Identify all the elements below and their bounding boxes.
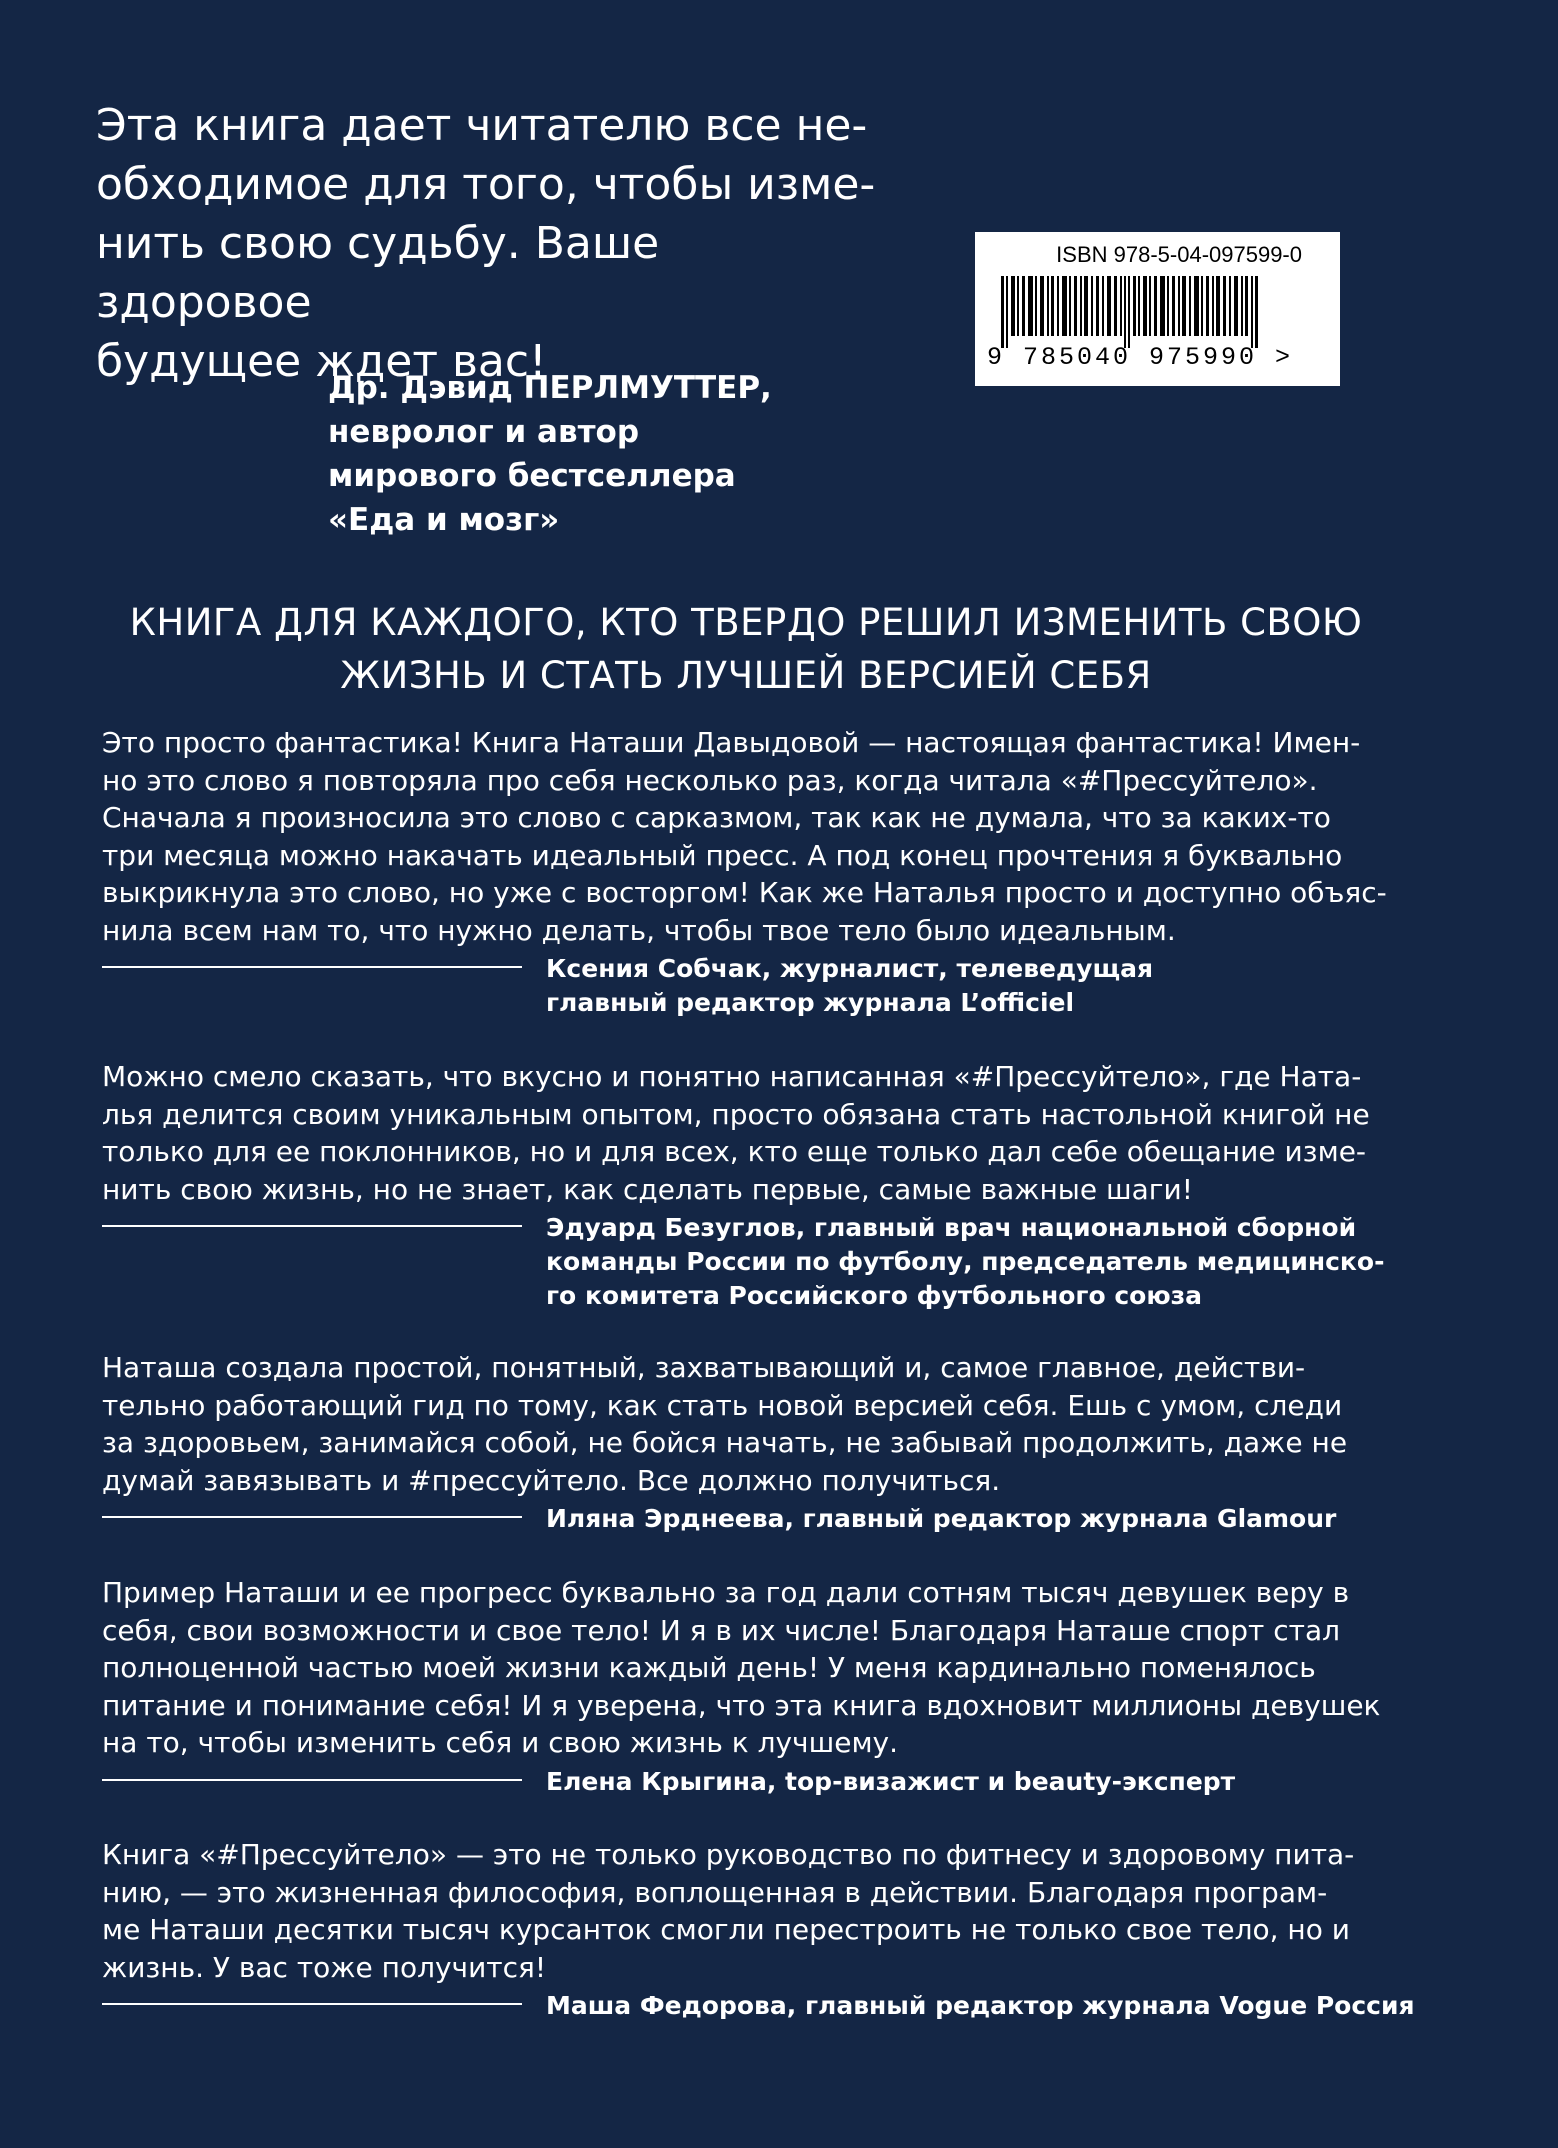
review-author-line: Иляна Эрднеева, главный редактор журнала Glamour: [546, 1504, 1337, 1533]
signature-rule: [102, 966, 522, 968]
review-text-line: нию, — это жизненная философия, воплощенная в действии. Благодаря програм-: [102, 1875, 1328, 1909]
review-author: [546, 1502, 1342, 1536]
review-text-line: Книга «#Прессуйтело» — это не только руководство по фитнесу и здоровому пита-: [102, 1838, 1355, 1871]
review: [102, 1836, 1415, 2023]
intro-quote-line: обходимое для того, чтобы изме-: [96, 159, 876, 210]
review-text: [102, 1836, 1355, 1986]
review-signature: [102, 952, 1342, 1020]
review-text-line: жизнь. У вас тоже получится!: [102, 1950, 547, 1984]
review-author-line: команды России по футболу, председатель медицинско-: [546, 1247, 1385, 1276]
review: [102, 1058, 1385, 1313]
review-author: [546, 1765, 1342, 1799]
headline-line: ЖИЗНЬ И СТАТЬ ЛУЧШЕЙ ВЕРСИЕЙ СЕБЯ: [340, 654, 1152, 697]
review-text: [102, 1574, 1381, 1762]
review-signature: [102, 1989, 1415, 2023]
intro-author-line: Др. Дэвид ПЕРЛМУТТЕР,: [328, 370, 772, 406]
review-author: [546, 1989, 1415, 2023]
review-author-line: Эдуард Безуглов, главный врач национальной сборной: [546, 1213, 1357, 1242]
review-signature: [102, 1502, 1342, 1536]
review-text-line: Наташа создала простой, понятный, захватывающий и, самое главное, действи-: [102, 1351, 1306, 1384]
intro-quote-line: Эта книга дает читателю все не-: [96, 100, 868, 151]
isbn-digits: 9 785040 975990 >: [987, 343, 1294, 372]
review-text-line: но это слово я повторяла про себя несколько раз, когда читала «#Прессуйтело».: [102, 763, 1318, 797]
review-text-line: думай завязывать и #прессуйтело. Все должно получиться.: [102, 1463, 1001, 1497]
review-text-line: ме Наташи десятки тысяч курсанток смогли перестроить не только свое тело, но и: [102, 1913, 1350, 1946]
review-text-line: Это просто фантастика! Книга Наташи Давыдовой — настоящая фантастика! Имен-: [102, 726, 1361, 759]
review-text-line: Пример Наташи и ее прогресс буквально за год дали сотням тысяч девушек веру в: [102, 1576, 1350, 1609]
review-text-line: за здоровьем, занимайся собой, не бойся начать, не забывай продолжить, даже не: [102, 1426, 1348, 1459]
signature-rule: [102, 2003, 522, 2005]
review-text: [102, 724, 1387, 949]
review-text-line: на то, чтобы изменить себя и свою жизнь к лучшему.: [102, 1726, 899, 1759]
review-text-line: три месяца можно накачать идеальный пресс. А под конец прочтения я буквально: [102, 838, 1343, 872]
review-text-line: выкрикнула это слово, но уже с восторгом! Как же Наталья просто и доступно объяс-: [102, 876, 1387, 909]
signature-rule: [102, 1516, 522, 1518]
isbn-label: ISBN 978-5-04-097599-0: [1056, 242, 1302, 267]
review-text-line: Сначала я произносила это слово с сарказмом, так как не думала, что за каких-то: [102, 801, 1331, 834]
review-text-line: тельно работающий гид по тому, как стать новой версией себя. Ешь с умом, следи: [102, 1388, 1343, 1422]
headline-line: КНИГА ДЛЯ КАЖДОГО, КТО ТВЕРДО РЕШИЛ ИЗМЕНИТЬ СВОЮ: [129, 601, 1363, 644]
headline: [96, 596, 1396, 702]
review-author-line: Елена Крыгина, top-визажист и beauty-эксперт: [546, 1766, 1236, 1796]
review-text-line: питание и понимание себя! И я уверена, что эта книга вдохновит миллионы девушек: [102, 1688, 1381, 1722]
review: [102, 1574, 1381, 1799]
review-author: [546, 952, 1342, 1020]
review-text-line: себя, свои возможности и свое тело! И я в их числе! Благодаря Наташе спорт стал: [102, 1613, 1341, 1647]
review-text-line: нила всем нам то, что нужно делать, чтобы твое тело было идеальным.: [102, 913, 1176, 947]
review-author-line: го комитета Российского футбольного союза: [546, 1281, 1203, 1310]
intro-quote: [96, 96, 886, 391]
review-author-line: Маша Федорова, главный редактор журнала Vogue Россия: [546, 1991, 1415, 2020]
intro-quote-line: нить свою судьбу. Ваше здоровое: [96, 218, 660, 328]
review-text-line: лья делится своим уникальным опытом, просто обязана стать настольной книгой не: [102, 1097, 1370, 1131]
signature-rule: [102, 1779, 522, 1781]
signature-rule: [102, 1225, 522, 1227]
isbn-barcode-box: [975, 232, 1340, 386]
review-text: [102, 1058, 1370, 1208]
review: [102, 724, 1387, 1020]
review-author: [546, 1211, 1385, 1313]
review: [102, 1349, 1348, 1536]
review-author-line: главный редактор журнала L’officiel: [546, 988, 1075, 1017]
intro-author-line: «Еда и мозг»: [328, 502, 560, 538]
review-author-line: Ксения Собчак, журналист, телеведущая: [546, 954, 1154, 983]
review-signature: [102, 1211, 1385, 1313]
review-text-line: нить свою жизнь, но не знает, как сделать первые, самые важные шаги!: [102, 1172, 1193, 1206]
intro-author-line: невролог и автор: [328, 414, 640, 450]
barcode-graphic: [987, 276, 1287, 348]
intro-author-line: мирового бестселлера: [328, 458, 736, 494]
review-text-line: полноценной частью моей жизни каждый день! У меня кардинально поменялось: [102, 1651, 1316, 1684]
review-text-line: Можно смело сказать, что вкусно и понятно написанная «#Прессуйтело», где Ната-: [102, 1060, 1362, 1093]
intro-quote-line: будущее ждет вас!: [96, 336, 547, 387]
review-text-line: только для ее поклонников, но и для всех, кто еще только дал себе обещание изме-: [102, 1135, 1367, 1168]
review-signature: [102, 1765, 1342, 1799]
intro-author: [328, 366, 928, 542]
review-text: [102, 1349, 1348, 1499]
